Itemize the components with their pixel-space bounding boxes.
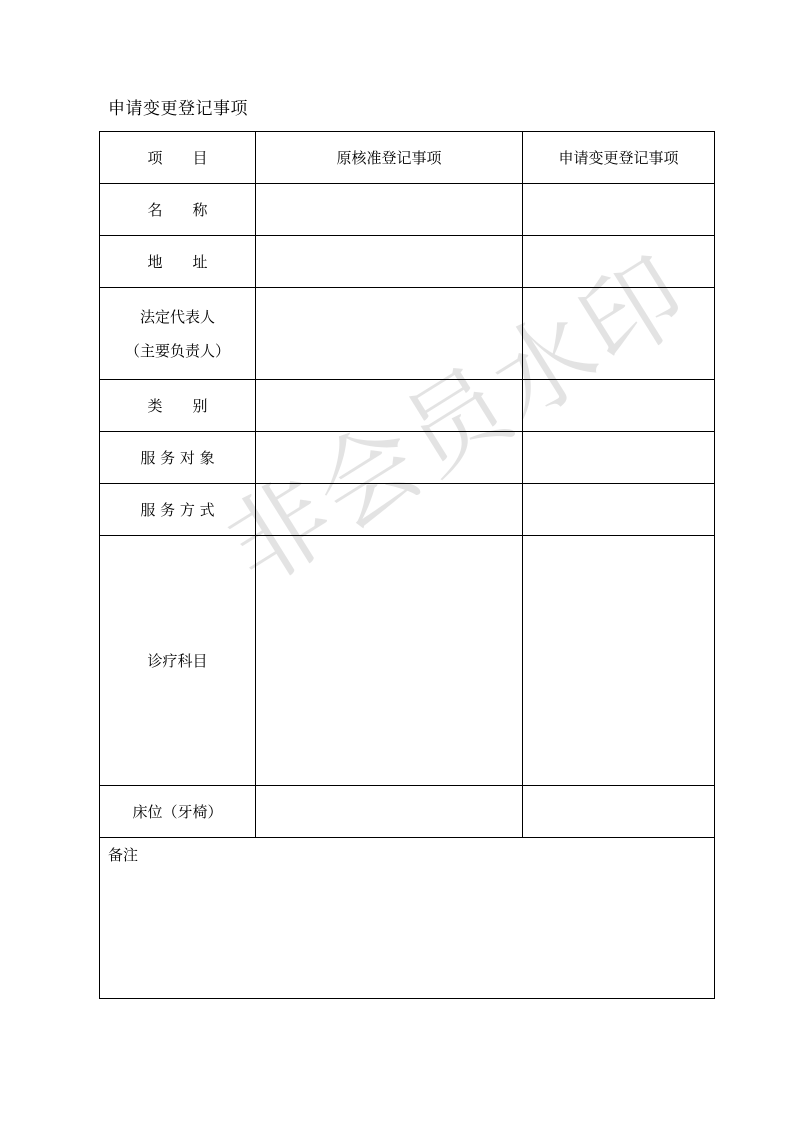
row-label: 类 别 <box>100 380 256 432</box>
row-label: 床位（牙椅） <box>100 786 256 838</box>
original-service-mode-cell[interactable] <box>256 484 523 536</box>
row-address <box>100 236 715 288</box>
row-service-target <box>100 432 715 484</box>
row-label: 诊疗科目 <box>100 536 256 786</box>
header-row <box>100 132 715 184</box>
remarks-label: 备注 <box>108 846 139 864</box>
requested-service-mode-cell[interactable] <box>523 484 715 536</box>
header-requested: 申请变更登记事项 <box>523 132 715 184</box>
original-representative-cell[interactable] <box>256 288 523 380</box>
row-label <box>100 288 256 380</box>
header-original: 原核准登记事项 <box>256 132 523 184</box>
row-category <box>100 380 715 432</box>
row-remarks <box>100 838 715 999</box>
original-name-cell[interactable] <box>256 184 523 236</box>
original-beds-cell[interactable] <box>256 786 523 838</box>
watermark: 非会员水印 <box>206 233 710 608</box>
row-label: 名 称 <box>100 184 256 236</box>
change-registration-table <box>99 131 715 999</box>
row-label: 服 务 方 式 <box>100 484 256 536</box>
requested-representative-cell[interactable] <box>523 288 715 380</box>
original-category-cell[interactable] <box>256 380 523 432</box>
requested-beds-cell[interactable] <box>523 786 715 838</box>
original-subjects-cell[interactable] <box>256 536 523 786</box>
label-line-1: 法定代表人 <box>139 307 215 326</box>
row-legal-representative <box>100 288 715 380</box>
header-item: 项 目 <box>100 132 256 184</box>
page-title: 申请变更登记事项 <box>108 99 248 119</box>
label-line-2: （主要负责人） <box>124 341 230 360</box>
original-address-cell[interactable] <box>256 236 523 288</box>
row-medical-subjects <box>100 536 715 786</box>
requested-category-cell[interactable] <box>523 380 715 432</box>
row-beds <box>100 786 715 838</box>
row-name <box>100 184 715 236</box>
requested-service-target-cell[interactable] <box>523 432 715 484</box>
row-label: 地 址 <box>100 236 256 288</box>
original-service-target-cell[interactable] <box>256 432 523 484</box>
row-service-mode <box>100 484 715 536</box>
remarks-cell[interactable] <box>100 838 715 999</box>
requested-subjects-cell[interactable] <box>523 536 715 786</box>
requested-address-cell[interactable] <box>523 236 715 288</box>
row-label: 服 务 对 象 <box>100 432 256 484</box>
requested-name-cell[interactable] <box>523 184 715 236</box>
